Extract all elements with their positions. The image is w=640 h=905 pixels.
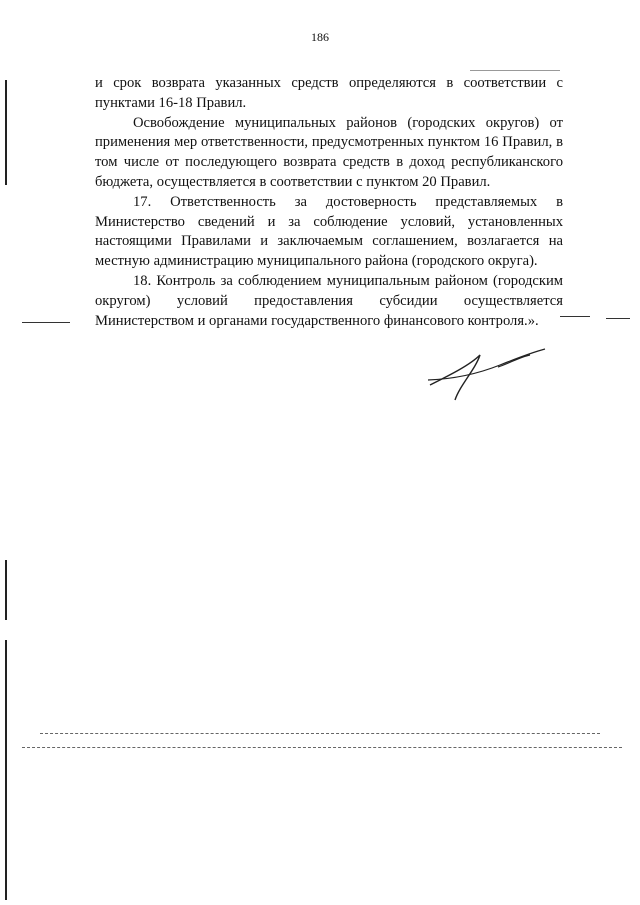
- paragraph-continuation: и срок возврата указанных средств определяются в соответствии с пунктами 16-18 Правил.: [95, 75, 563, 111]
- scan-dash-top-right: [470, 70, 560, 71]
- scan-dash-left: [22, 322, 70, 323]
- page-number: 186: [311, 30, 329, 44]
- scan-dash-far-right: [606, 318, 630, 319]
- paragraph-17-responsibility: 17. Ответственность за достоверность представляемых в Министерство сведений и за соблюдение условий, установленных настоящими Правилами и заключаемым соглашением, возлагается на местную администрацию муниципального района (городского округа).: [95, 193, 563, 270]
- scan-dash-right: [560, 316, 590, 317]
- binding-line-1: [5, 80, 7, 185]
- binding-line-2: [5, 560, 7, 620]
- scan-noise-row-1: [40, 733, 600, 735]
- scan-noise-row-2: [22, 747, 622, 749]
- handwritten-signature: [420, 345, 570, 425]
- binding-line-3: [5, 640, 7, 900]
- document-body: [95, 74, 563, 331]
- paragraph-18-control: 18. Контроль за соблюдением муниципальным районом (городским округом) условий предоставления субсидии осуществляется Министерством и органами государственного финансового контроля.».: [95, 272, 563, 329]
- signature-stroke-3: [498, 355, 530, 367]
- signature-stroke-2: [428, 349, 545, 380]
- paragraph-exemption: Освобождение муниципальных районов (городских округов) от применения мер ответственности, предусмотренных пунктом 16 Правил, в том числе от последующего возврата средств в доход республиканского бюджета, осуществляется в соответствии с пунктом 20 Правил.: [95, 114, 563, 190]
